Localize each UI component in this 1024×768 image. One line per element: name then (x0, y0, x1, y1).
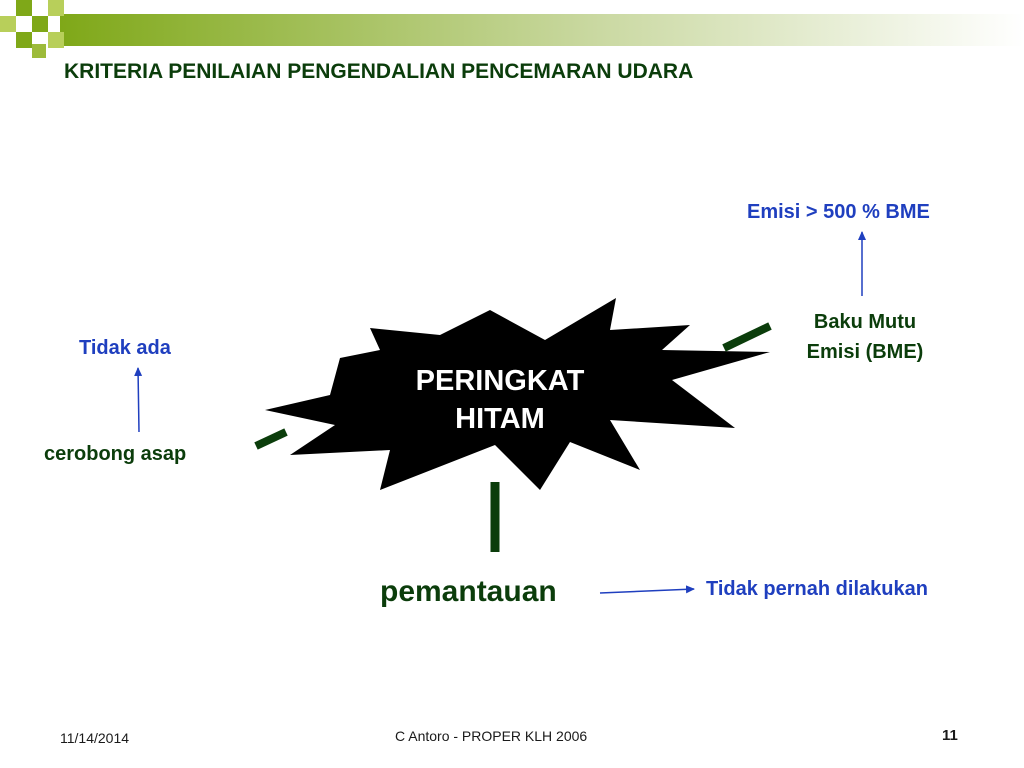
footer-credit: C Antoro - PROPER KLH 2006 (395, 728, 588, 744)
right-criterion-line2: Emisi (BME) (806, 341, 924, 363)
right-criterion-line1: Baku Mutu (813, 311, 917, 333)
page-number: 11 (942, 727, 958, 744)
burst-label-line2: HITAM (455, 403, 545, 435)
arrow-left-up (138, 368, 139, 432)
arrow-bottom-right (600, 589, 694, 593)
burst-label-line1: PERINGKAT (415, 365, 585, 397)
connector-bar-left (256, 432, 286, 446)
bottom-criterion-label: pemantauan (380, 575, 557, 608)
connector-bar-right (724, 326, 770, 348)
right-result-label: Emisi > 500 % BME (747, 201, 930, 223)
footer-date: 11/14/2014 (60, 730, 130, 746)
left-criterion-label: cerobong asap (44, 443, 187, 465)
burst-label (392, 362, 608, 438)
bottom-result-label: Tidak pernah dilakukan (706, 578, 928, 600)
right-criterion-label (782, 307, 948, 367)
left-result-label: Tidak ada (79, 337, 171, 359)
slide-title: KRITERIA PENILAIAN PENGENDALIAN PENCEMARAN UDARA (64, 60, 694, 83)
